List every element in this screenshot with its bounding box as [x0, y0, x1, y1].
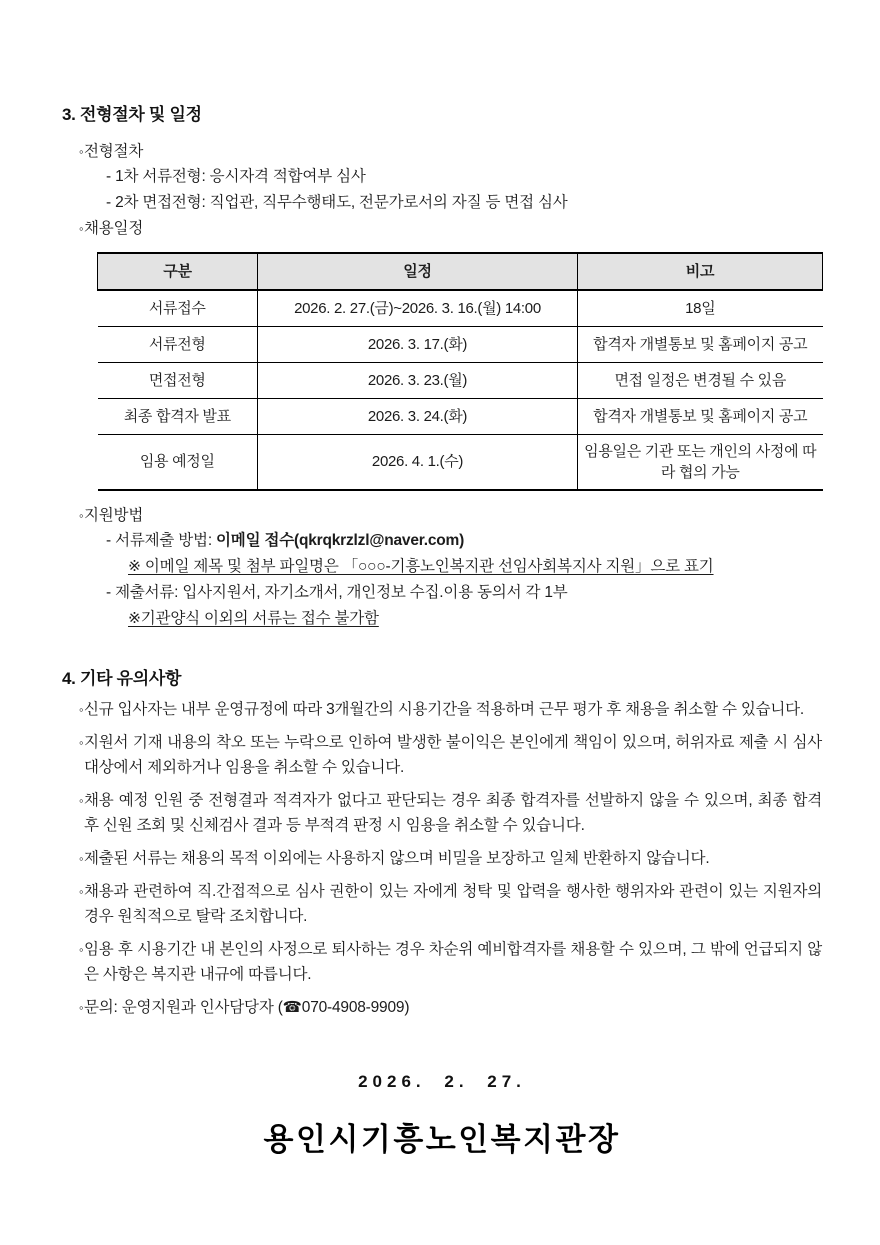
procedure-item-1: - 1차 서류전형: 응시자격 적합여부 심사	[106, 168, 366, 185]
table-header-row	[98, 253, 823, 290]
list-item-procedure	[62, 139, 822, 164]
document-date: 2026. 2. 27.	[358, 1071, 526, 1091]
table-row	[98, 290, 823, 326]
cell-remark: 면접 일정은 변경될 수 있음	[578, 362, 823, 398]
notice-text: 채용과 관련하여 직.간접적으로 심사 권한이 있는 자에게 청탁 및 압력을 행사한 행위자와 관련이 있는 지원자의 경우 원칙적으로 탈락 조치합니다.	[84, 882, 822, 925]
submit-method-email: 이메일 접수(qkrqkrzlzl@naver.com)	[216, 531, 465, 549]
table-row	[98, 434, 823, 490]
circle-bullet-icon: ◦	[79, 883, 84, 899]
submit-method-item	[62, 528, 822, 554]
cell-remark: 합격자 개별통보 및 홈페이지 공고	[578, 326, 823, 362]
documents-note	[62, 606, 822, 632]
documents-item: - 제출서류: 입사지원서, 자기소개서, 개인정보 수집.이용 동의서 각 1부	[106, 583, 568, 601]
section3-heading: 3. 전형절차 및 일정	[62, 105, 202, 124]
email-title-note	[62, 554, 822, 580]
list-item-apply-method	[62, 503, 822, 528]
notice-item-contact	[62, 995, 822, 1020]
table-row	[98, 326, 823, 362]
circle-bullet-icon: ◦	[79, 144, 84, 159]
cell-category: 최종 합격자 발표	[98, 398, 258, 434]
notice-item	[62, 697, 822, 722]
col-header-category: 구분	[98, 253, 258, 290]
cell-remark: 합격자 개별통보 및 홈페이지 공고	[578, 398, 823, 434]
signature-org-title: 용인시기흥노인복지관장	[263, 1121, 621, 1157]
schedule-label: 채용일정	[84, 220, 144, 237]
documents-note-text: ※기관양식 이외의 서류는 접수 불가함	[128, 609, 379, 627]
cell-remark: 임용일은 기관 또는 개인의 사정에 따라 협의 가능	[584, 442, 817, 481]
section4-heading: 4. 기타 유의사항	[62, 668, 182, 688]
cell-date: 2026. 3. 17.(화)	[258, 326, 578, 362]
cell-category: 서류접수	[98, 290, 258, 326]
notice-item	[62, 788, 822, 838]
cell-date: 2026. 3. 23.(월)	[258, 362, 578, 398]
col-header-remark: 비고	[578, 253, 823, 290]
table-row	[98, 398, 823, 434]
circle-bullet-icon: ◦	[79, 734, 84, 750]
circle-bullet-icon: ◦	[79, 792, 84, 808]
notice-text: 지원서 기재 내용의 착오 또는 누락으로 인하여 발생한 불이익은 본인에게 책임이 있으며, 허위자료 제출 시 심사대상에서 제외하거나 임용을 취소할 수 있습니다.	[84, 733, 822, 776]
submit-method-prefix: - 서류제출 방법:	[106, 531, 217, 549]
list-item-schedule	[62, 216, 822, 241]
procedure-label: 전형절차	[84, 143, 144, 160]
apply-method-label: 지원방법	[84, 506, 144, 524]
contact-text: 문의: 운영지원과 인사담당자 (☎070-4908-9909)	[84, 998, 410, 1016]
circle-bullet-icon: ◦	[79, 999, 84, 1015]
cell-date: 2026. 2. 27.(금)~2026. 3. 16.(월) 14:00	[258, 290, 578, 326]
notice-item	[62, 937, 822, 987]
circle-bullet-icon: ◦	[79, 850, 84, 866]
table-row	[98, 362, 823, 398]
notice-text: 임용 후 시용기간 내 본인의 사정으로 퇴사하는 경우 차순위 예비합격자를 채용할 수 있으며, 그 밖에 언급되지 않은 사항은 복지관 내규에 따릅니다.	[84, 940, 822, 983]
notice-item	[62, 846, 822, 871]
cell-category: 임용 예정일	[98, 434, 258, 490]
cell-date: 2026. 3. 24.(화)	[258, 398, 578, 434]
cell-date: 2026. 4. 1.(수)	[258, 434, 578, 490]
cell-category: 서류전형	[98, 326, 258, 362]
cell-remark: 18일	[578, 290, 823, 326]
circle-bullet-icon: ◦	[79, 941, 84, 957]
notice-item	[62, 879, 822, 929]
cell-category: 면접전형	[98, 362, 258, 398]
notice-text: 채용 예정 인원 중 전형결과 적격자가 없다고 판단되는 경우 최종 합격자를 선발하지 않을 수 있으며, 최종 합격 후 신원 조회 및 신체검사 결과 등 부적격 판정 시 임용을 취소할 수 있습니다.	[84, 791, 822, 834]
notice-text: 제출된 서류는 채용의 목적 이외에는 사용하지 않으며 비밀을 보장하고 일체 반환하지 않습니다.	[84, 849, 710, 867]
schedule-table	[97, 252, 823, 491]
circle-bullet-icon: ◦	[79, 507, 84, 523]
notice-text: 신규 입사자는 내부 운영규정에 따라 3개월간의 시용기간을 적용하며 근무 평가 후 채용을 취소할 수 있습니다.	[84, 700, 805, 718]
section4-items	[62, 697, 822, 1020]
email-title-note-text: ※ 이메일 제목 및 첨부 파일명은 「○○○-기흥노인복지관 선임사회복지사 지원」으로 표기	[128, 557, 714, 575]
col-header-date: 일정	[258, 253, 578, 290]
circle-bullet-icon: ◦	[79, 221, 84, 236]
notice-item	[62, 730, 822, 780]
circle-bullet-icon: ◦	[79, 701, 84, 717]
procedure-item-2: - 2차 면접전형: 직업관, 직무수행태도, 전문가로서의 자질 등 면접 심사	[106, 194, 568, 211]
